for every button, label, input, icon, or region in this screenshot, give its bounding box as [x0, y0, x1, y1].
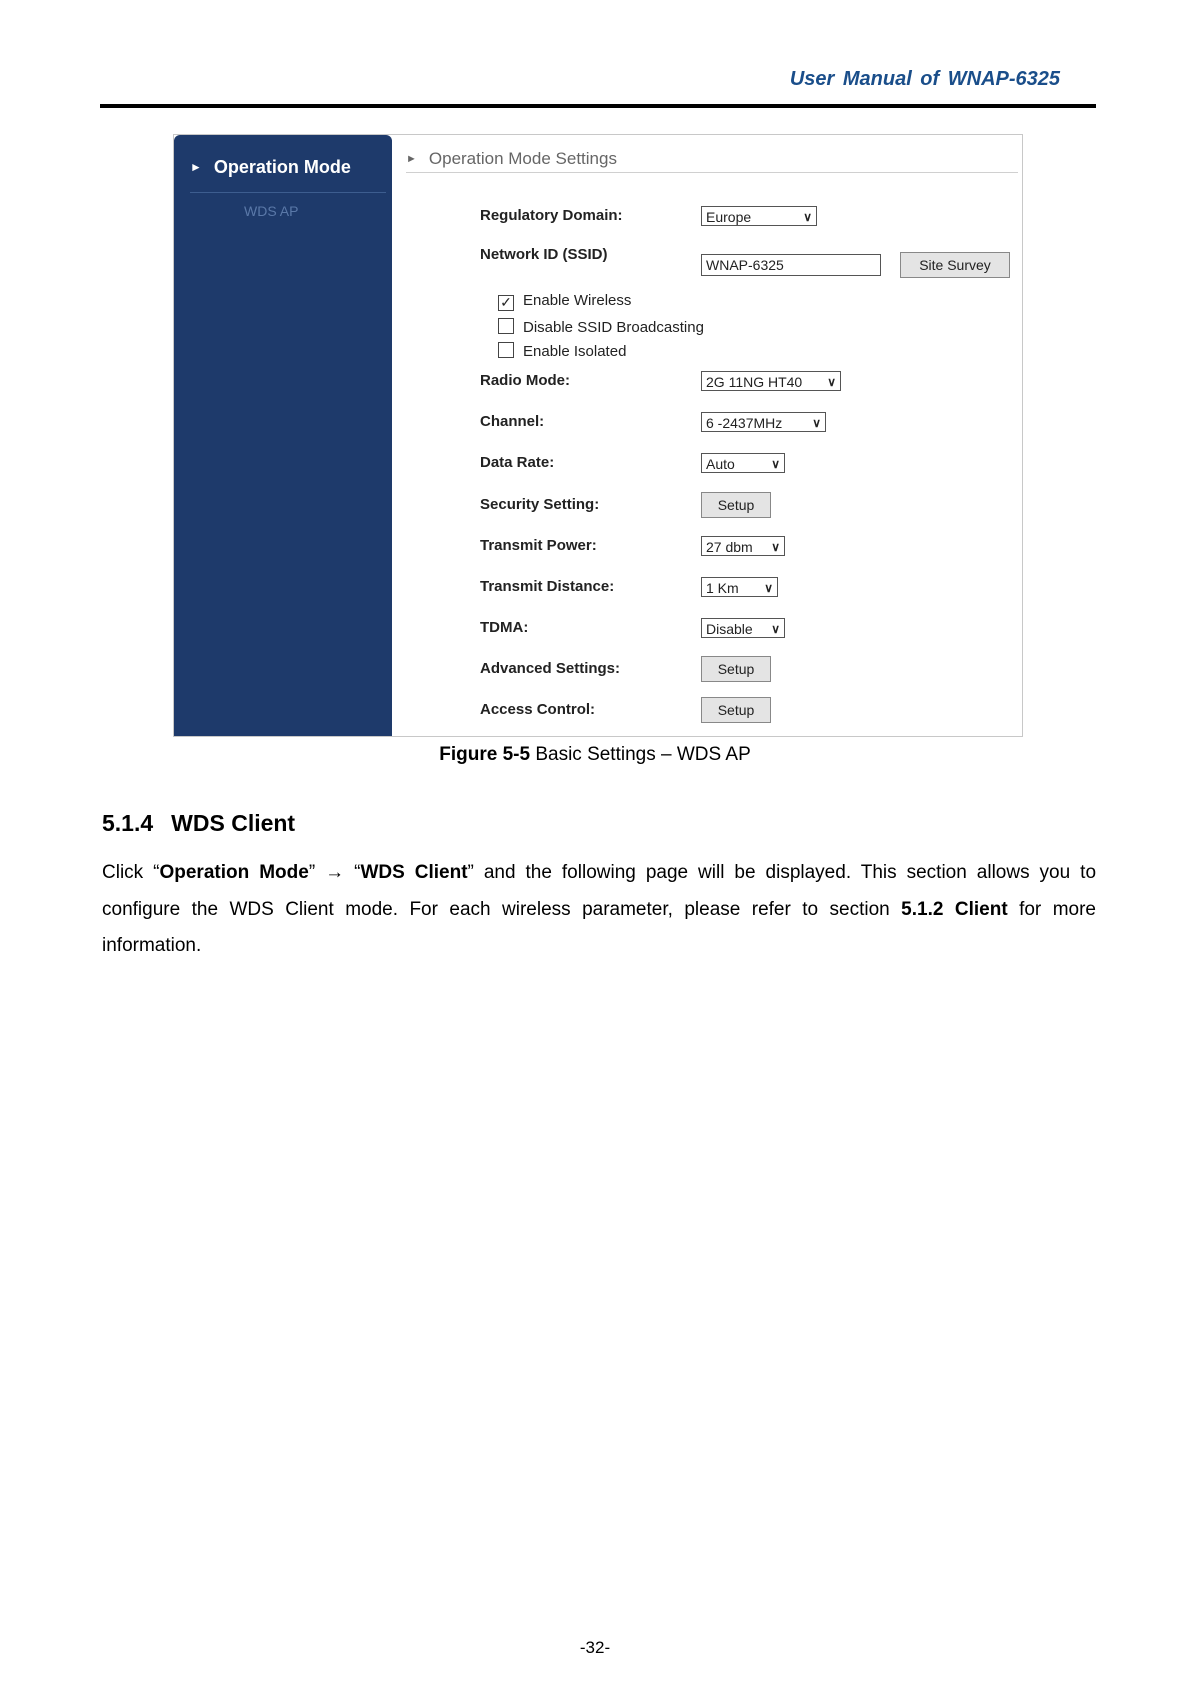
- panel-title-divider: [406, 172, 1018, 173]
- header-rule: [100, 104, 1096, 108]
- sidebar-heading-label: Operation Mode: [213, 157, 351, 177]
- checkbox-icon: ✓: [498, 295, 514, 311]
- checkbox-icon: [498, 318, 514, 334]
- checkbox-label: Enable Wireless: [523, 292, 632, 309]
- chevron-down-icon: ∨: [771, 457, 780, 471]
- regulatory-domain-select[interactable]: [701, 206, 817, 226]
- para-bold: Operation Mode: [159, 862, 309, 883]
- channel-value: 6 -2437MHz: [706, 415, 783, 431]
- channel-label: Channel:: [480, 413, 545, 430]
- access-control-label: Access Control:: [480, 701, 596, 718]
- arrow-right-icon: →: [325, 862, 345, 883]
- page-header: User Manual of WNAP-6325: [789, 68, 1060, 90]
- para-bold: 5.1.2 Client: [901, 898, 1008, 920]
- section-heading: [102, 810, 295, 837]
- sidebar: [174, 135, 392, 736]
- para-text: for more information.: [102, 898, 1096, 956]
- settings-panel: [392, 135, 1022, 736]
- page-number: -32-: [579, 1638, 611, 1657]
- transmit-distance-select[interactable]: [701, 577, 778, 597]
- security-setting-label: Security Setting:: [480, 496, 600, 513]
- chevron-down-icon: ∨: [827, 375, 836, 389]
- tdma-select[interactable]: [701, 618, 785, 638]
- para-text: ”: [308, 862, 326, 883]
- transmit-power-label: Transmit Power:: [480, 537, 597, 554]
- data-rate-select[interactable]: [701, 453, 785, 473]
- para-text: “: [344, 862, 361, 883]
- triangle-right-icon: ►: [406, 153, 417, 165]
- sidebar-item-wds-ap[interactable]: WDS AP: [244, 203, 299, 219]
- regulatory-domain-label: Regulatory Domain:: [480, 207, 623, 224]
- ui-screenshot: [173, 134, 1023, 737]
- sidebar-operation-mode[interactable]: [190, 157, 351, 178]
- transmit-distance-value: 1 Km: [706, 580, 739, 596]
- figure-caption: [0, 744, 1190, 766]
- section-title: WDS Client: [171, 810, 296, 836]
- data-rate-label: Data Rate:: [480, 454, 555, 471]
- sidebar-divider: [190, 192, 386, 193]
- advanced-settings-label: Advanced Settings:: [480, 660, 621, 677]
- para-text: ” and the following page will be displayed. This section allows you to configure the WDS Client mode. For each wireless parameter, please refer to section: [102, 862, 1097, 920]
- para-bold: WDS Client: [360, 862, 468, 883]
- chevron-down-icon: ∨: [803, 210, 812, 224]
- disable-ssid-broadcast-checkbox[interactable]: [498, 318, 704, 336]
- chevron-down-icon: ∨: [764, 581, 773, 595]
- ssid-input[interactable]: WNAP-6325: [701, 254, 881, 276]
- security-setup-button[interactable]: Setup: [701, 492, 771, 518]
- tdma-value: Disable: [706, 621, 753, 637]
- regulatory-domain-value: Europe: [706, 209, 752, 225]
- radio-mode-select[interactable]: [701, 371, 841, 391]
- radio-mode-label: Radio Mode:: [480, 372, 570, 389]
- radio-mode-value: 2G 11NG HT40: [706, 374, 803, 390]
- access-control-setup-button[interactable]: Setup: [701, 697, 771, 723]
- data-rate-value: Auto: [706, 456, 735, 472]
- transmit-distance-label: Transmit Distance:: [480, 578, 615, 595]
- figure-label: Figure 5-5: [439, 744, 531, 765]
- panel-title-label: Operation Mode Settings: [428, 149, 617, 168]
- section-number: 5.1.4: [102, 810, 154, 836]
- site-survey-button[interactable]: Site Survey: [900, 252, 1010, 278]
- triangle-right-icon: ►: [190, 160, 202, 174]
- network-id-label: Network ID (SSID): [480, 246, 608, 263]
- enable-isolated-checkbox[interactable]: [498, 342, 626, 360]
- chevron-down-icon: ∨: [771, 540, 780, 554]
- advanced-setup-button[interactable]: Setup: [701, 656, 771, 682]
- figure-text: Basic Settings – WDS AP: [530, 744, 751, 765]
- channel-select[interactable]: [701, 412, 826, 432]
- tdma-label: TDMA:: [480, 619, 529, 636]
- para-text: Click “: [102, 862, 160, 883]
- transmit-power-value: 27 dbm: [706, 539, 753, 555]
- checkbox-label: Disable SSID Broadcasting: [523, 319, 704, 336]
- transmit-power-select[interactable]: [701, 536, 785, 556]
- chevron-down-icon: ∨: [771, 622, 780, 636]
- body-paragraph: [102, 855, 1096, 965]
- enable-wireless-checkbox[interactable]: [498, 292, 631, 311]
- panel-title: [406, 149, 617, 169]
- checkbox-label: Enable Isolated: [523, 343, 627, 360]
- checkbox-icon: [498, 342, 514, 358]
- chevron-down-icon: ∨: [812, 416, 821, 430]
